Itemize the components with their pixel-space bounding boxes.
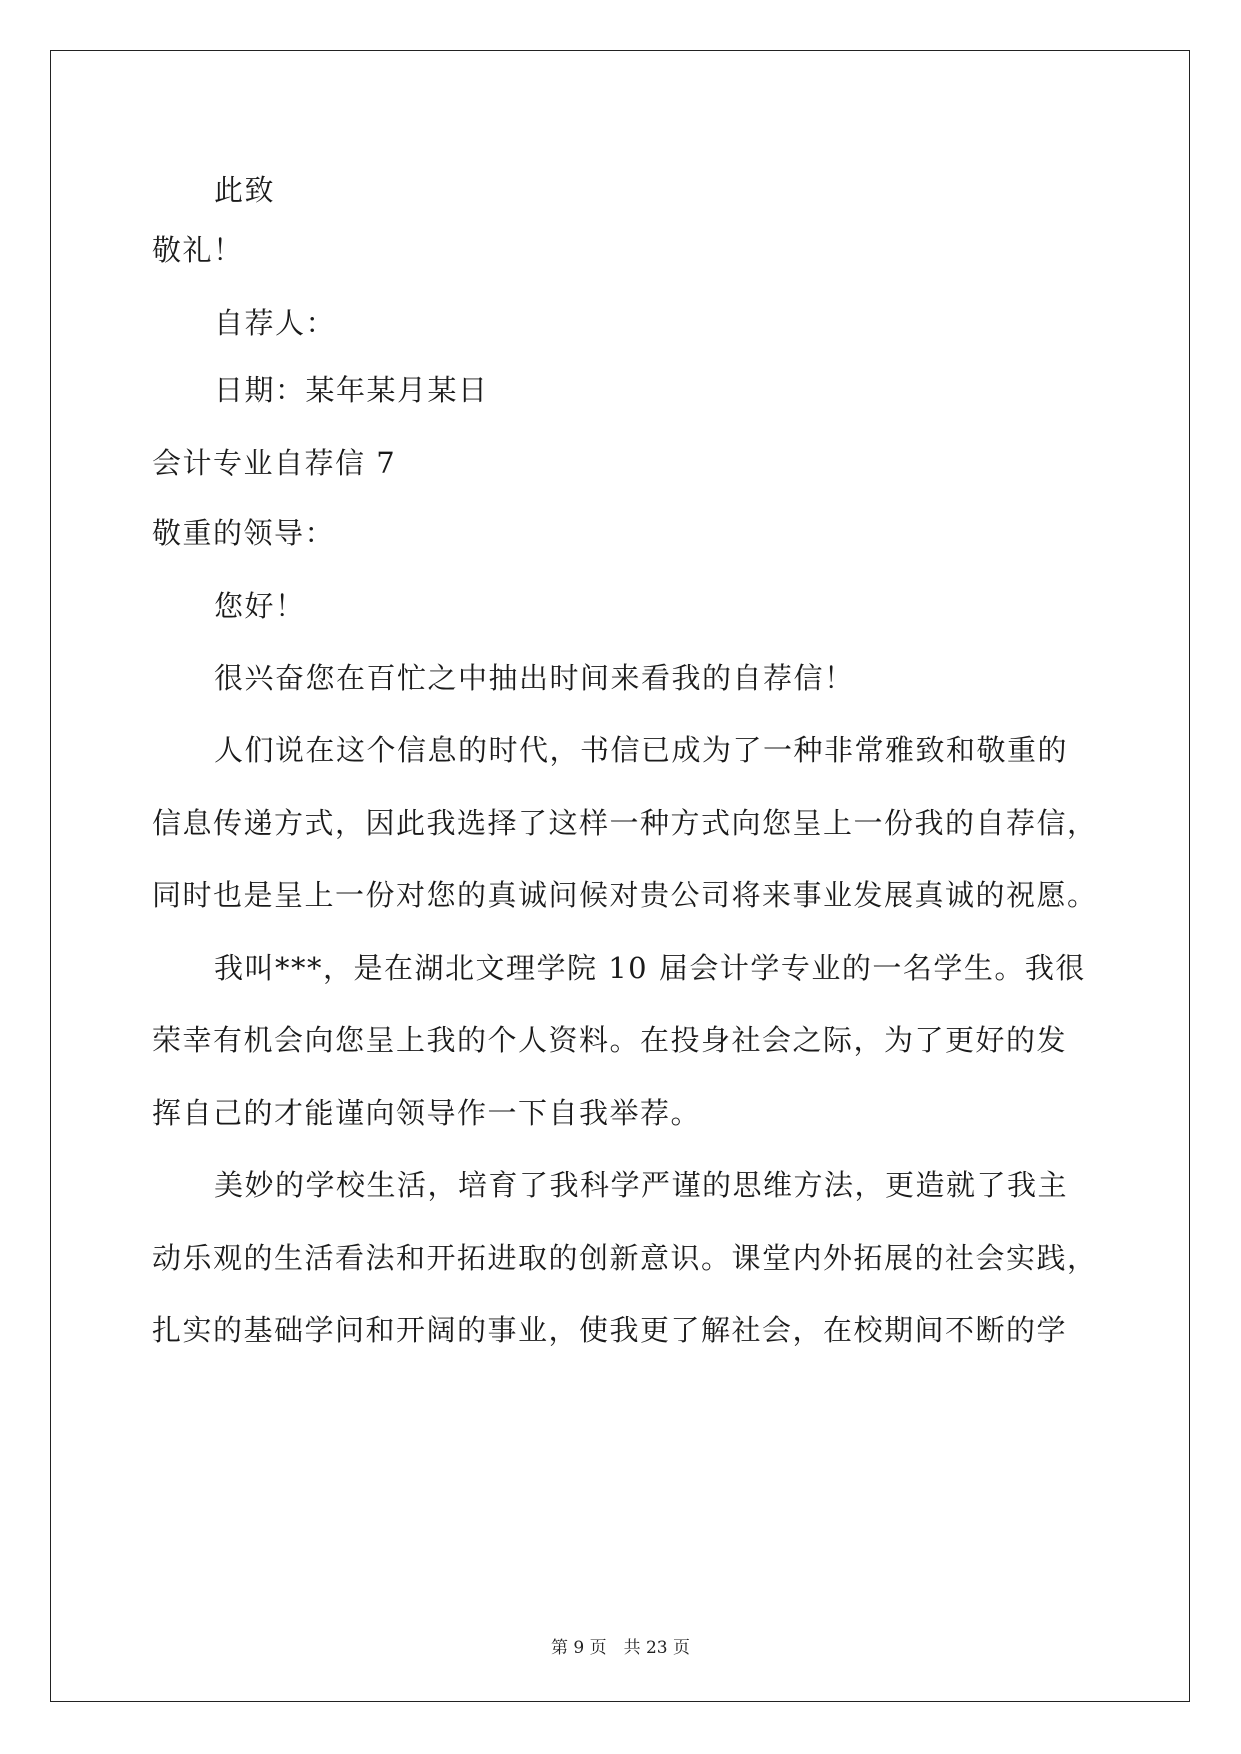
date-line: 日期：某年某月某日 xyxy=(214,373,489,407)
section-title: 会计专业自荐信 7 xyxy=(152,446,397,480)
paragraph-line: 动乐观的生活看法和开拓进取的创新意识。课堂内外拓展的社会实践， xyxy=(152,1241,1098,1275)
paragraph-line: 信息传递方式，因此我选择了这样一种方式向您呈上一份我的自荐信， xyxy=(152,806,1098,840)
closing-regards: 敬礼！ xyxy=(152,233,244,267)
paragraph-line: 我叫***，是在湖北文理学院 10 届会计学专业的一名学生。我很 xyxy=(214,951,1086,985)
paragraph-line: 荣幸有机会向您呈上我的个人资料。在投身社会之际，为了更好的发 xyxy=(152,1023,1068,1057)
paragraph-line: 人们说在这个信息的时代，书信已成为了一种非常雅致和敬重的 xyxy=(214,733,1069,767)
page-number-footer: 第 9 页 共 23 页 xyxy=(550,1638,691,1658)
paragraph-line: 美妙的学校生活，培育了我科学严谨的思维方法，更造就了我主 xyxy=(214,1168,1069,1202)
page-border xyxy=(50,50,1190,1702)
signature-line: 自荐人： xyxy=(214,306,337,340)
hello-line: 您好！ xyxy=(214,589,306,623)
closing-salutation: 此致 xyxy=(214,173,276,207)
paragraph-line: 挥自己的才能谨向领导作一下自我举荐。 xyxy=(152,1096,702,1130)
paragraph-line: 同时也是呈上一份对您的真诚问候对贵公司将来事业发展真诚的祝愿。 xyxy=(152,878,1098,912)
paragraph-line: 很兴奋您在百忙之中抽出时间来看我的自荐信！ xyxy=(214,661,855,695)
greeting: 敬重的领导： xyxy=(152,516,336,550)
paragraph-line: 扎实的基础学问和开阔的事业，使我更了解社会，在校期间不断的学 xyxy=(152,1313,1068,1347)
